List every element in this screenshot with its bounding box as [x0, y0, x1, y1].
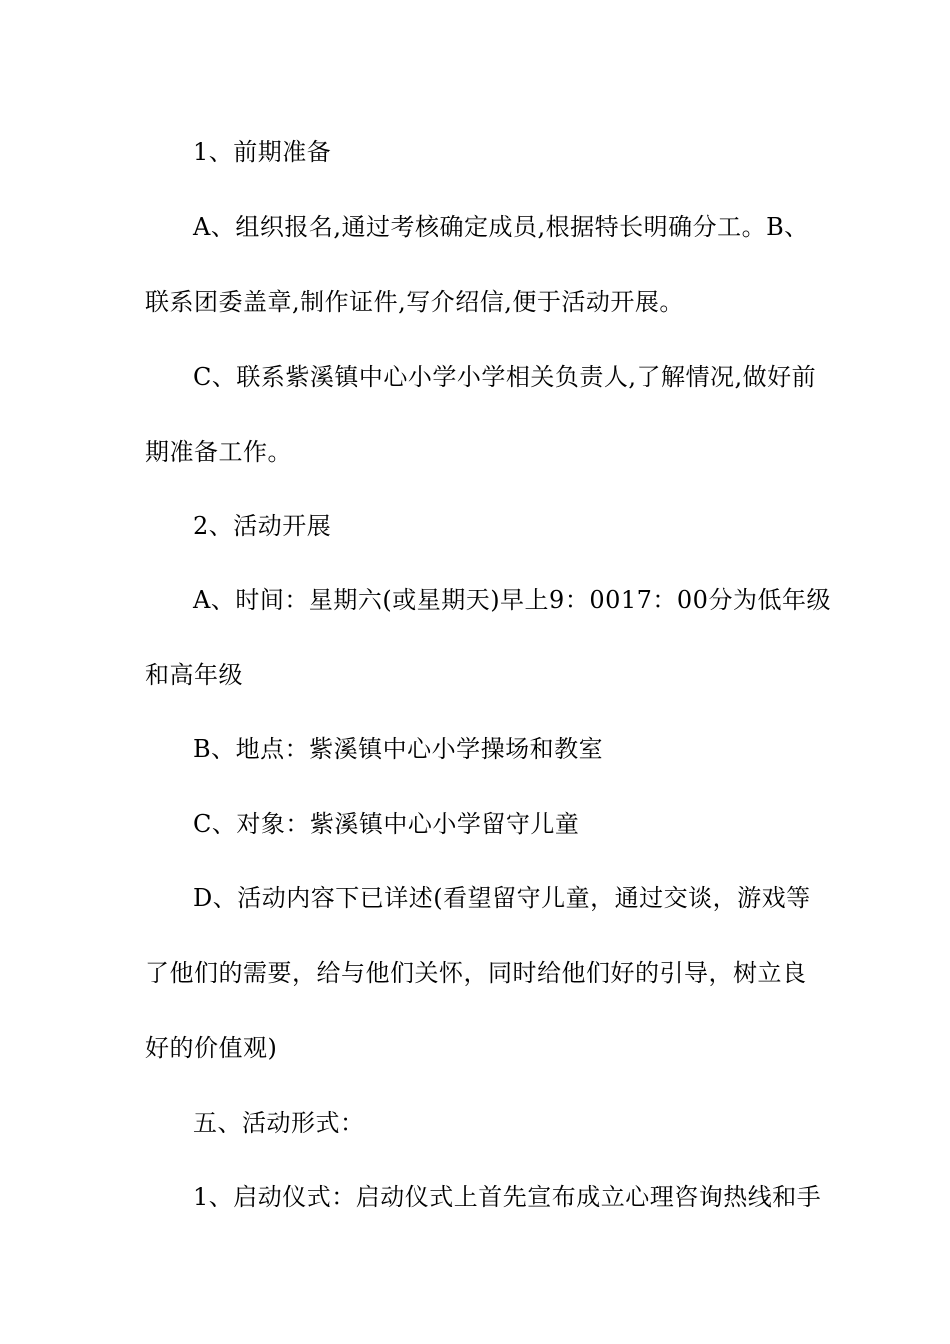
- paragraph-line: D、活动内容下已详述(看望留守儿童，通过交谈，游戏等: [193, 884, 811, 912]
- paragraph-line: 联系团委盖章,制作证件,写介绍信,便于活动开展。: [145, 288, 684, 316]
- paragraph-line: C、对象：紫溪镇中心小学留守儿童: [193, 810, 580, 838]
- heading-activity-form: 五、活动形式：: [193, 1109, 365, 1137]
- heading-activity: 2、活动开展: [193, 512, 332, 540]
- paragraph-line: C、联系紫溪镇中心小学小学相关负责人,了解情况,做好前: [193, 363, 817, 391]
- paragraph-line: 和高年级: [145, 661, 243, 689]
- paragraph-line: B、地点：紫溪镇中心小学操场和教室: [193, 735, 604, 763]
- paragraph-line: 好的价值观): [145, 1034, 278, 1062]
- paragraph-line: 期准备工作。: [145, 438, 292, 466]
- paragraph-line: A、组织报名,通过考核确定成员,根据特长明确分工。B、: [193, 213, 809, 241]
- paragraph-line: A、时间：星期六(或星期天)早上9：0017：00分为低年级: [193, 586, 831, 614]
- heading-preparation: 1、前期准备: [193, 138, 332, 166]
- paragraph-line: 了他们的需要，给与他们关怀，同时给他们好的引导，树立良: [145, 959, 807, 987]
- paragraph-line: 1、启动仪式：启动仪式上首先宣布成立心理咨询热线和手: [193, 1183, 822, 1211]
